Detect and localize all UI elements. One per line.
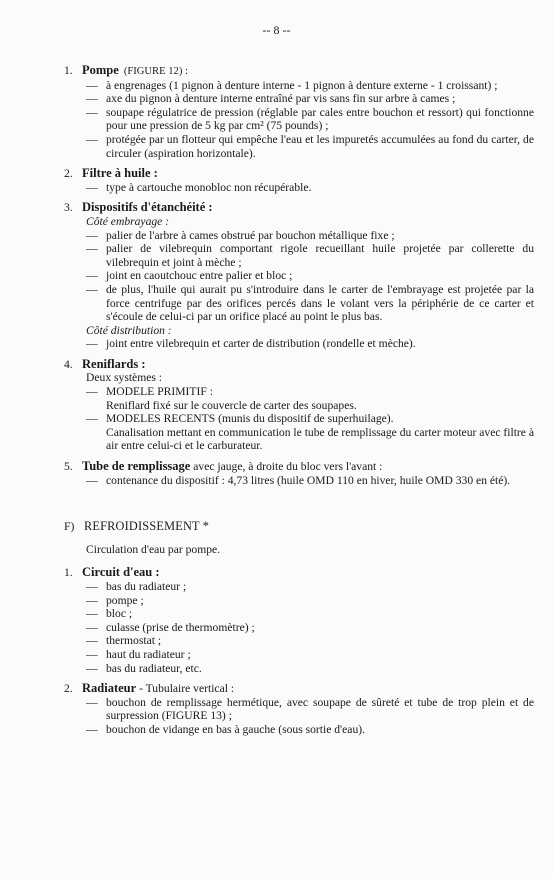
- dash-marker: —: [86, 580, 98, 593]
- section-pompe: [64, 64, 534, 160]
- section-number: 3.: [64, 201, 73, 215]
- item-body: Canalisation mettant en communication le tube de remplissage du carter moteur avec filtre à air entre celui-ci et le carburateur.: [106, 425, 534, 453]
- section-title: Radiateur: [82, 681, 137, 696]
- section-number: 2.: [64, 167, 73, 181]
- figure-reference: (FIGURE 12) :: [123, 66, 188, 77]
- dash-marker: —: [86, 722, 98, 736]
- section-tube: [64, 460, 534, 487]
- dash-marker: —: [86, 92, 98, 106]
- section-number: 1.: [64, 64, 73, 77]
- section-heading: [64, 682, 534, 696]
- page-number: -- 8 --: [262, 23, 291, 37]
- list-item: — MODELES RECENTS (munis du dispositif de superhuilage).: [86, 412, 394, 426]
- item-list: [64, 474, 534, 488]
- item-list: [64, 696, 534, 737]
- dash-marker: —: [86, 132, 98, 146]
- subheading-distribution: Côté distribution :: [86, 323, 172, 337]
- list-item: — haut du radiateur ;: [86, 647, 191, 661]
- list-item: — culasse (prise de thermomètre) ;: [86, 620, 255, 634]
- list-item: — à engrenages (1 pignon à denture interne - 1 pignon à denture externe - 1 croissant) ;: [86, 78, 498, 92]
- item-list: [64, 181, 534, 195]
- section-title: Tube de remplissage: [82, 459, 191, 474]
- dash-marker: —: [86, 647, 98, 661]
- chapter-letter: F): [64, 520, 75, 534]
- chapter-intro: Circulation d'eau par pompe.: [86, 542, 221, 556]
- section-number: 4.: [64, 357, 73, 371]
- section-number: 5.: [64, 460, 73, 474]
- list-item: — bouchon de remplissage hermétique, avec soupape de sûreté et tube de trop plein et de surpression (FIGURE 13) ;: [86, 695, 534, 723]
- page-content: [64, 64, 534, 744]
- dash-marker: —: [86, 105, 98, 119]
- section-heading: [64, 167, 534, 181]
- list-item: — palier de vilebrequin comportant rigole recueillant huile projetée par collerette du vilebrequin et joint à mèche ;: [86, 242, 534, 269]
- list-item: — bouchon de vidange en bas à gauche (sous sortie d'eau).: [86, 722, 365, 736]
- section-radiateur: [64, 682, 534, 736]
- dash-marker: —: [86, 269, 98, 283]
- section-title: Pompe: [82, 63, 119, 77]
- section-number: 1.: [64, 566, 73, 580]
- section-reniflards: [64, 358, 534, 453]
- list-item: — bas du radiateur ;: [86, 580, 187, 593]
- dash-marker: —: [86, 661, 98, 675]
- section-heading: [64, 566, 534, 580]
- item-list: [64, 79, 534, 161]
- intro-text: Deux systèmes :: [86, 371, 162, 385]
- list-item: — thermostat ;: [86, 634, 162, 648]
- list-item: — MODELE PRIMITIF :: [86, 385, 213, 399]
- chapter-heading: [64, 520, 534, 534]
- spacer: [64, 494, 534, 520]
- list-item: — contenance du dispositif : 4,73 litres (huile OMD 110 en hiver, huile OMD 330 en été).: [86, 473, 511, 487]
- item-list: [64, 371, 534, 453]
- item-list: [64, 580, 534, 675]
- subheading-embrayage: Côté embrayage :: [86, 214, 170, 228]
- section-title: Filtre à huile :: [82, 166, 158, 181]
- section-filtre: [64, 167, 534, 194]
- dash-marker: —: [86, 473, 98, 487]
- section-title: Dispositifs d'étanchéité :: [82, 200, 213, 215]
- dash-marker: —: [86, 620, 98, 634]
- list-item: — type à cartouche monobloc non récupérable.: [86, 180, 312, 194]
- dash-marker: —: [86, 385, 98, 399]
- dash-marker: —: [86, 412, 98, 426]
- dash-marker: —: [86, 634, 98, 648]
- list-item: — bloc ;: [86, 607, 133, 621]
- dash-marker: —: [86, 337, 98, 351]
- section-heading: [64, 460, 534, 474]
- section-title-rest: - Tubulaire vertical :: [139, 682, 235, 696]
- section-etancheite: [64, 201, 534, 351]
- section-number: 2.: [64, 682, 73, 696]
- section-heading: [64, 201, 534, 215]
- section-title-rest: avec jauge, à droite du bloc vers l'avant :: [193, 460, 383, 474]
- section-title: Reniflards :: [82, 356, 146, 371]
- list-item: — joint en caoutchouc entre palier et bloc ;: [86, 269, 293, 283]
- chapter-title: REFROIDISSEMENT *: [84, 519, 210, 534]
- dash-marker: —: [86, 593, 98, 607]
- dash-marker: —: [86, 242, 98, 256]
- list-item: — de plus, l'huile qui aurait pu s'introduire dans le carter de l'embrayage est projetée par la force centrifuge par des orifices percés dans le volant vers la périphérie de ce carter et s'écoule de celui-ci par un orifice placé au point le plus bas.: [86, 282, 534, 324]
- dash-marker: —: [86, 78, 98, 92]
- list-item: — palier de l'arbre à cames obstrué par bouchon métallique fixe ;: [86, 228, 395, 242]
- section-title: Circuit d'eau :: [82, 565, 160, 580]
- section-heading: [64, 358, 534, 372]
- item-body: Reniflard fixé sur le couvercle de carter des soupapes.: [106, 398, 357, 412]
- dash-marker: —: [86, 695, 98, 709]
- list-item: — pompe ;: [86, 593, 144, 607]
- list-item: — bas du radiateur, etc.: [86, 661, 202, 675]
- dash-marker: —: [86, 180, 98, 194]
- list-item: — axe du pignon à denture interne entraîné par vis sans fin sur arbre à cames ;: [86, 92, 456, 106]
- list-item: — joint entre vilebrequin et carter de distribution (rondelle et mèche).: [86, 337, 416, 351]
- list-item: — soupape régulatrice de pression (réglable par cales entre bouchon et ressort) qui fonctionne pour une pression de 5 kg par cm² (75 pounds) ;: [86, 105, 534, 133]
- item-list: [64, 215, 534, 351]
- dash-marker: —: [86, 282, 98, 296]
- section-heading: [64, 64, 534, 79]
- section-circuit: [64, 566, 534, 675]
- dash-marker: —: [86, 607, 98, 621]
- list-item: — protégée par un flotteur qui empêche l'eau et les impuretés accumulées au fond du carter, de circuler (aspiration horizontale).: [86, 132, 534, 160]
- dash-marker: —: [86, 228, 98, 242]
